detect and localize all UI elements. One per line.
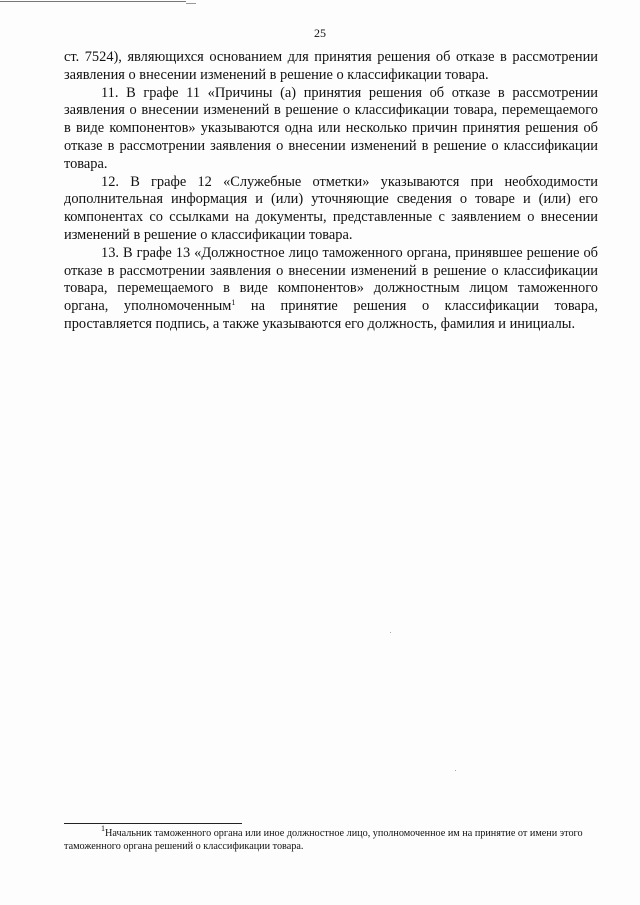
footnote-marker: 1 <box>101 824 105 833</box>
body-text <box>64 49 598 334</box>
paragraph-item-11: 11. В графе 11 «Причины (а) принятия решения об отказе в рассмотрении заявления о внесении изменений в решение о классификации товара, перемещаемого в виде компонентов» указываются одна или несколько причин принятия решения об отказе в рассмотрении заявления о внесении изменений в решение о классификации товара. <box>64 84 598 172</box>
paragraph-item-13-text-after: на принятие решения о классификации товара, проставляется подпись, а также указываются его должность, фамилия и инициалы. <box>64 298 598 332</box>
scan-speck <box>455 770 456 771</box>
paragraph-item-12: 12. В графе 12 «Служебные отметки» указываются при необходимости дополнительная информация и (или) уточняющие сведения о товаре и (или) его компонентах со ссылками на документы, представленные с заявлением о внесении изменений в решение о классификации товара. <box>64 173 598 243</box>
footnote-separator <box>64 823 242 824</box>
page-number: 25 <box>314 26 326 40</box>
footnote <box>64 824 598 853</box>
scan-speck <box>390 632 391 633</box>
scan-edge-line <box>0 1 186 2</box>
footnote-paragraph <box>64 824 598 853</box>
footnote-text: Начальник таможенного органа или иное должностное лицо, уполномоченное им на принятие от имени этого таможенного органа решений о классификации товара. <box>64 828 583 853</box>
paragraph-item-13-text-before: 13. В графе 13 «Должностное лицо таможенного органа, принявшее решение об отказе в рассмотрении заявления о внесении изменений в решение о классификации товара, перемещаемого в виде компонентов» должностным лицом таможенного органа, уполномоченным <box>64 244 598 315</box>
footnote-reference-marker: 1 <box>231 298 236 308</box>
paragraph-item-13 <box>64 245 598 334</box>
paragraph-continuation: ст. 7524), являющихся основанием для принятия решения об отказе в рассмотрении заявления о внесении изменений в решение о классификации товара. <box>64 49 598 83</box>
scan-edge-line-fragment <box>186 3 196 4</box>
